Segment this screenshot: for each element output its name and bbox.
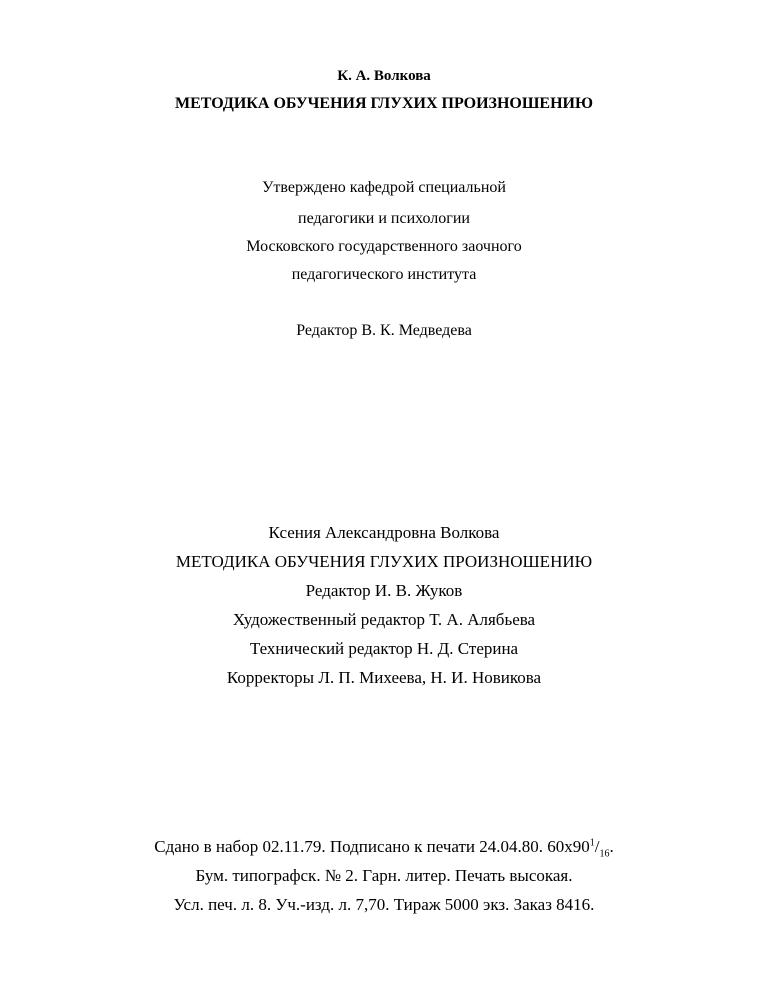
approval-line: Утверждено кафедрой специальной bbox=[262, 179, 506, 196]
imprint-dates: Сдано в набор 02.11.79. Подписано к печати 24.04.80. 60x90 bbox=[154, 837, 590, 856]
imprint-line-2: Бум. типографск. № 2. Гарн. литер. Печать высокая. bbox=[195, 866, 573, 885]
imprint-line-3: Усл. печ. л. 8. Уч.-изд. л. 7,70. Тираж 5000 экз. Заказ 8416. bbox=[173, 895, 595, 914]
format-separator: / bbox=[594, 837, 600, 856]
approval-line: Московского государственного заочного bbox=[246, 238, 522, 255]
format-numerator: 1 bbox=[589, 837, 595, 849]
colophon-art-editor: Художественный редактор Т. А. Алябьева bbox=[232, 610, 536, 629]
approval-line: педагогики и психологии bbox=[298, 210, 470, 227]
imprint-line-1 bbox=[0, 837, 768, 860]
colophon-tech-editor: Технический редактор Н. Д. Стерина bbox=[249, 639, 519, 658]
author-full-name: Ксения Александровна Волкова bbox=[268, 523, 500, 542]
colophon-proofreaders: Корректоры Л. П. Михеева, Н. И. Новикова bbox=[226, 668, 542, 687]
imprint-line-end: . bbox=[609, 837, 614, 856]
book-title: МЕТОДИКА ОБУЧЕНИЯ ГЛУХИХ ПРОИЗНОШЕНИЮ bbox=[174, 95, 594, 112]
approval-line: педагогического института bbox=[291, 266, 477, 283]
colophon-editor: Редактор И. В. Жуков bbox=[305, 581, 463, 600]
author-name: К. А. Волкова bbox=[337, 68, 431, 84]
approval-editor: Редактор В. К. Медведева bbox=[296, 322, 472, 339]
format-denominator: 16 bbox=[599, 848, 610, 860]
colophon-title: МЕТОДИКА ОБУЧЕНИЯ ГЛУХИХ ПРОИЗНОШЕНИЮ bbox=[175, 552, 593, 571]
